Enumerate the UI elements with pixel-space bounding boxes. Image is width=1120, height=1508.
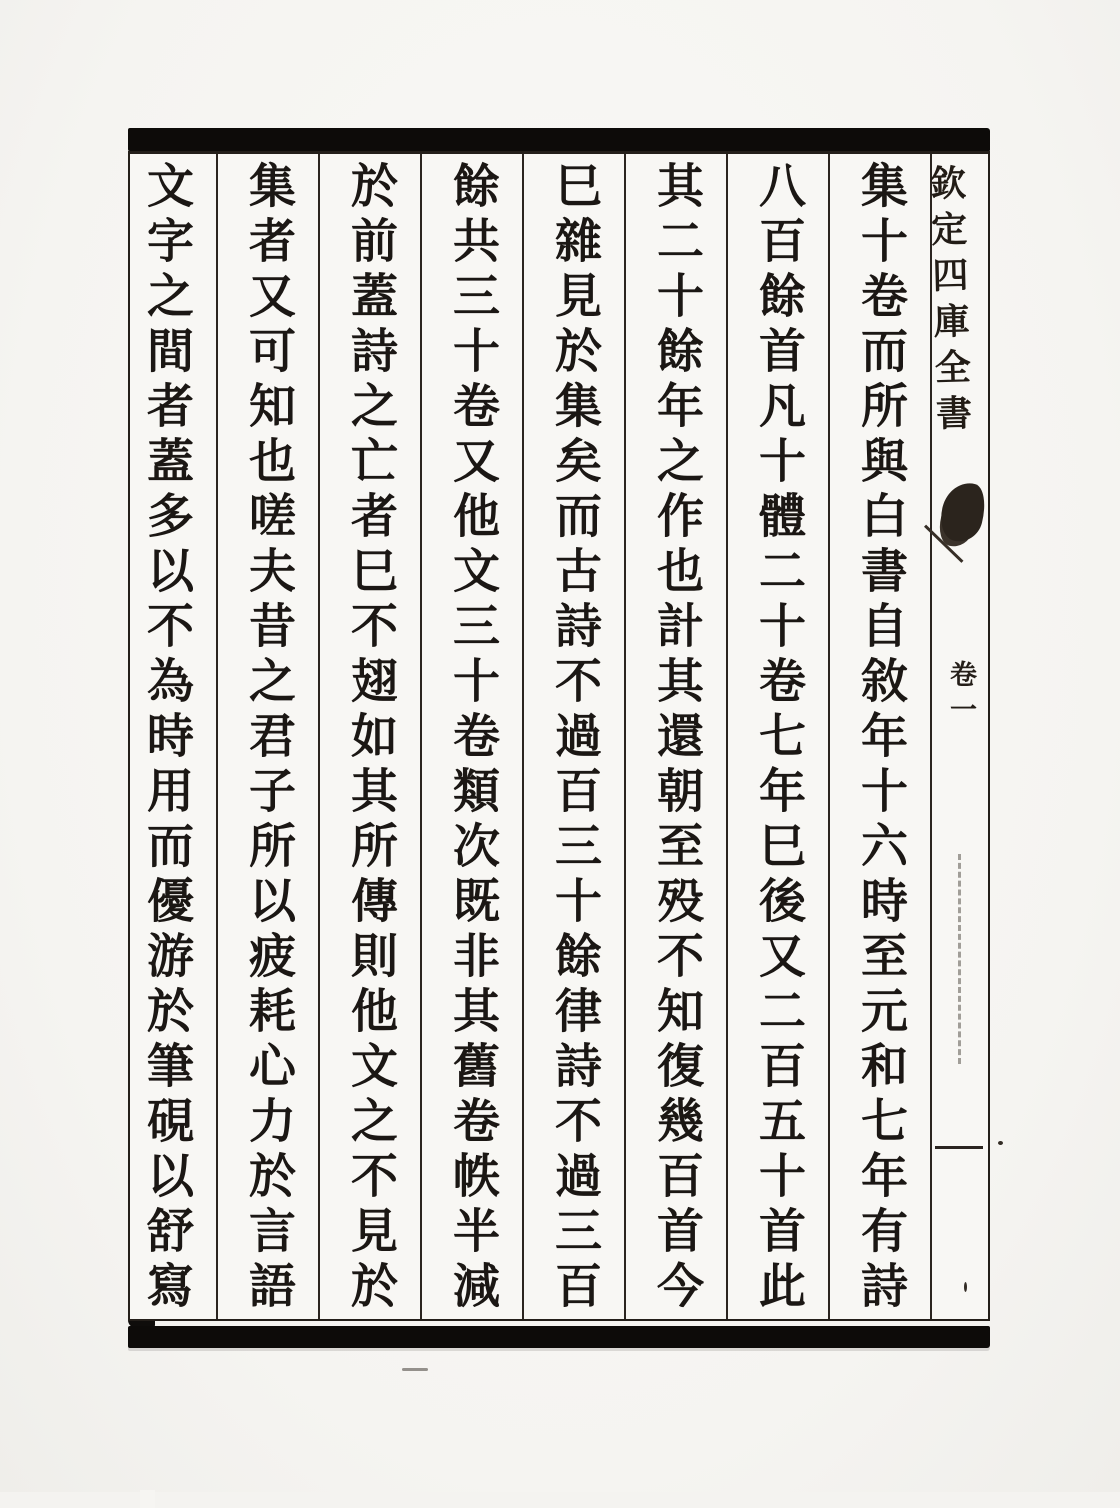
scan-speck — [964, 1282, 967, 1292]
scan-artifact-dashes — [958, 854, 961, 1064]
text-column-7: 集者又可知也嗟夫昔之君子所以疲耗心力於言語 — [216, 154, 318, 1319]
text-column-3: 其二十餘年之作也計其還朝至殁不知復幾百首今 — [624, 154, 726, 1319]
header-column — [924, 154, 988, 1319]
text-block — [128, 151, 990, 1321]
ink-bar-gap — [140, 1490, 155, 1508]
page-frame — [128, 128, 990, 1350]
text-column-6: 於前蓋詩之亡者巳不翅如其所傳則他文之不見於 — [318, 154, 420, 1319]
text-column-2: 八百餘首凡十體二十卷七年巳後又二百五十首此 — [726, 154, 828, 1319]
scan-speck — [998, 1141, 1003, 1145]
scan-speck — [402, 1368, 428, 1371]
top-ink-band — [128, 128, 990, 151]
bottom-ink-band — [128, 1326, 990, 1348]
text-column-4: 巳雜見於集矣而古詩不過百三十餘律詩不過三百 — [522, 154, 624, 1319]
series-title: 欽定四庫全書 — [924, 163, 974, 441]
text-column-1: 集十卷而所與白書自敘年十六時至元和七年有詩 — [828, 154, 930, 1319]
volume-note: 卷一 — [945, 660, 976, 730]
margin-tick — [935, 1146, 983, 1149]
text-column-5: 餘共三十卷又他文三十卷類次既非其舊卷帙半減 — [420, 154, 522, 1319]
text-column-8: 文字之間者蓋多以不為時用而優游於筆硯以舒寫 — [139, 161, 194, 1316]
